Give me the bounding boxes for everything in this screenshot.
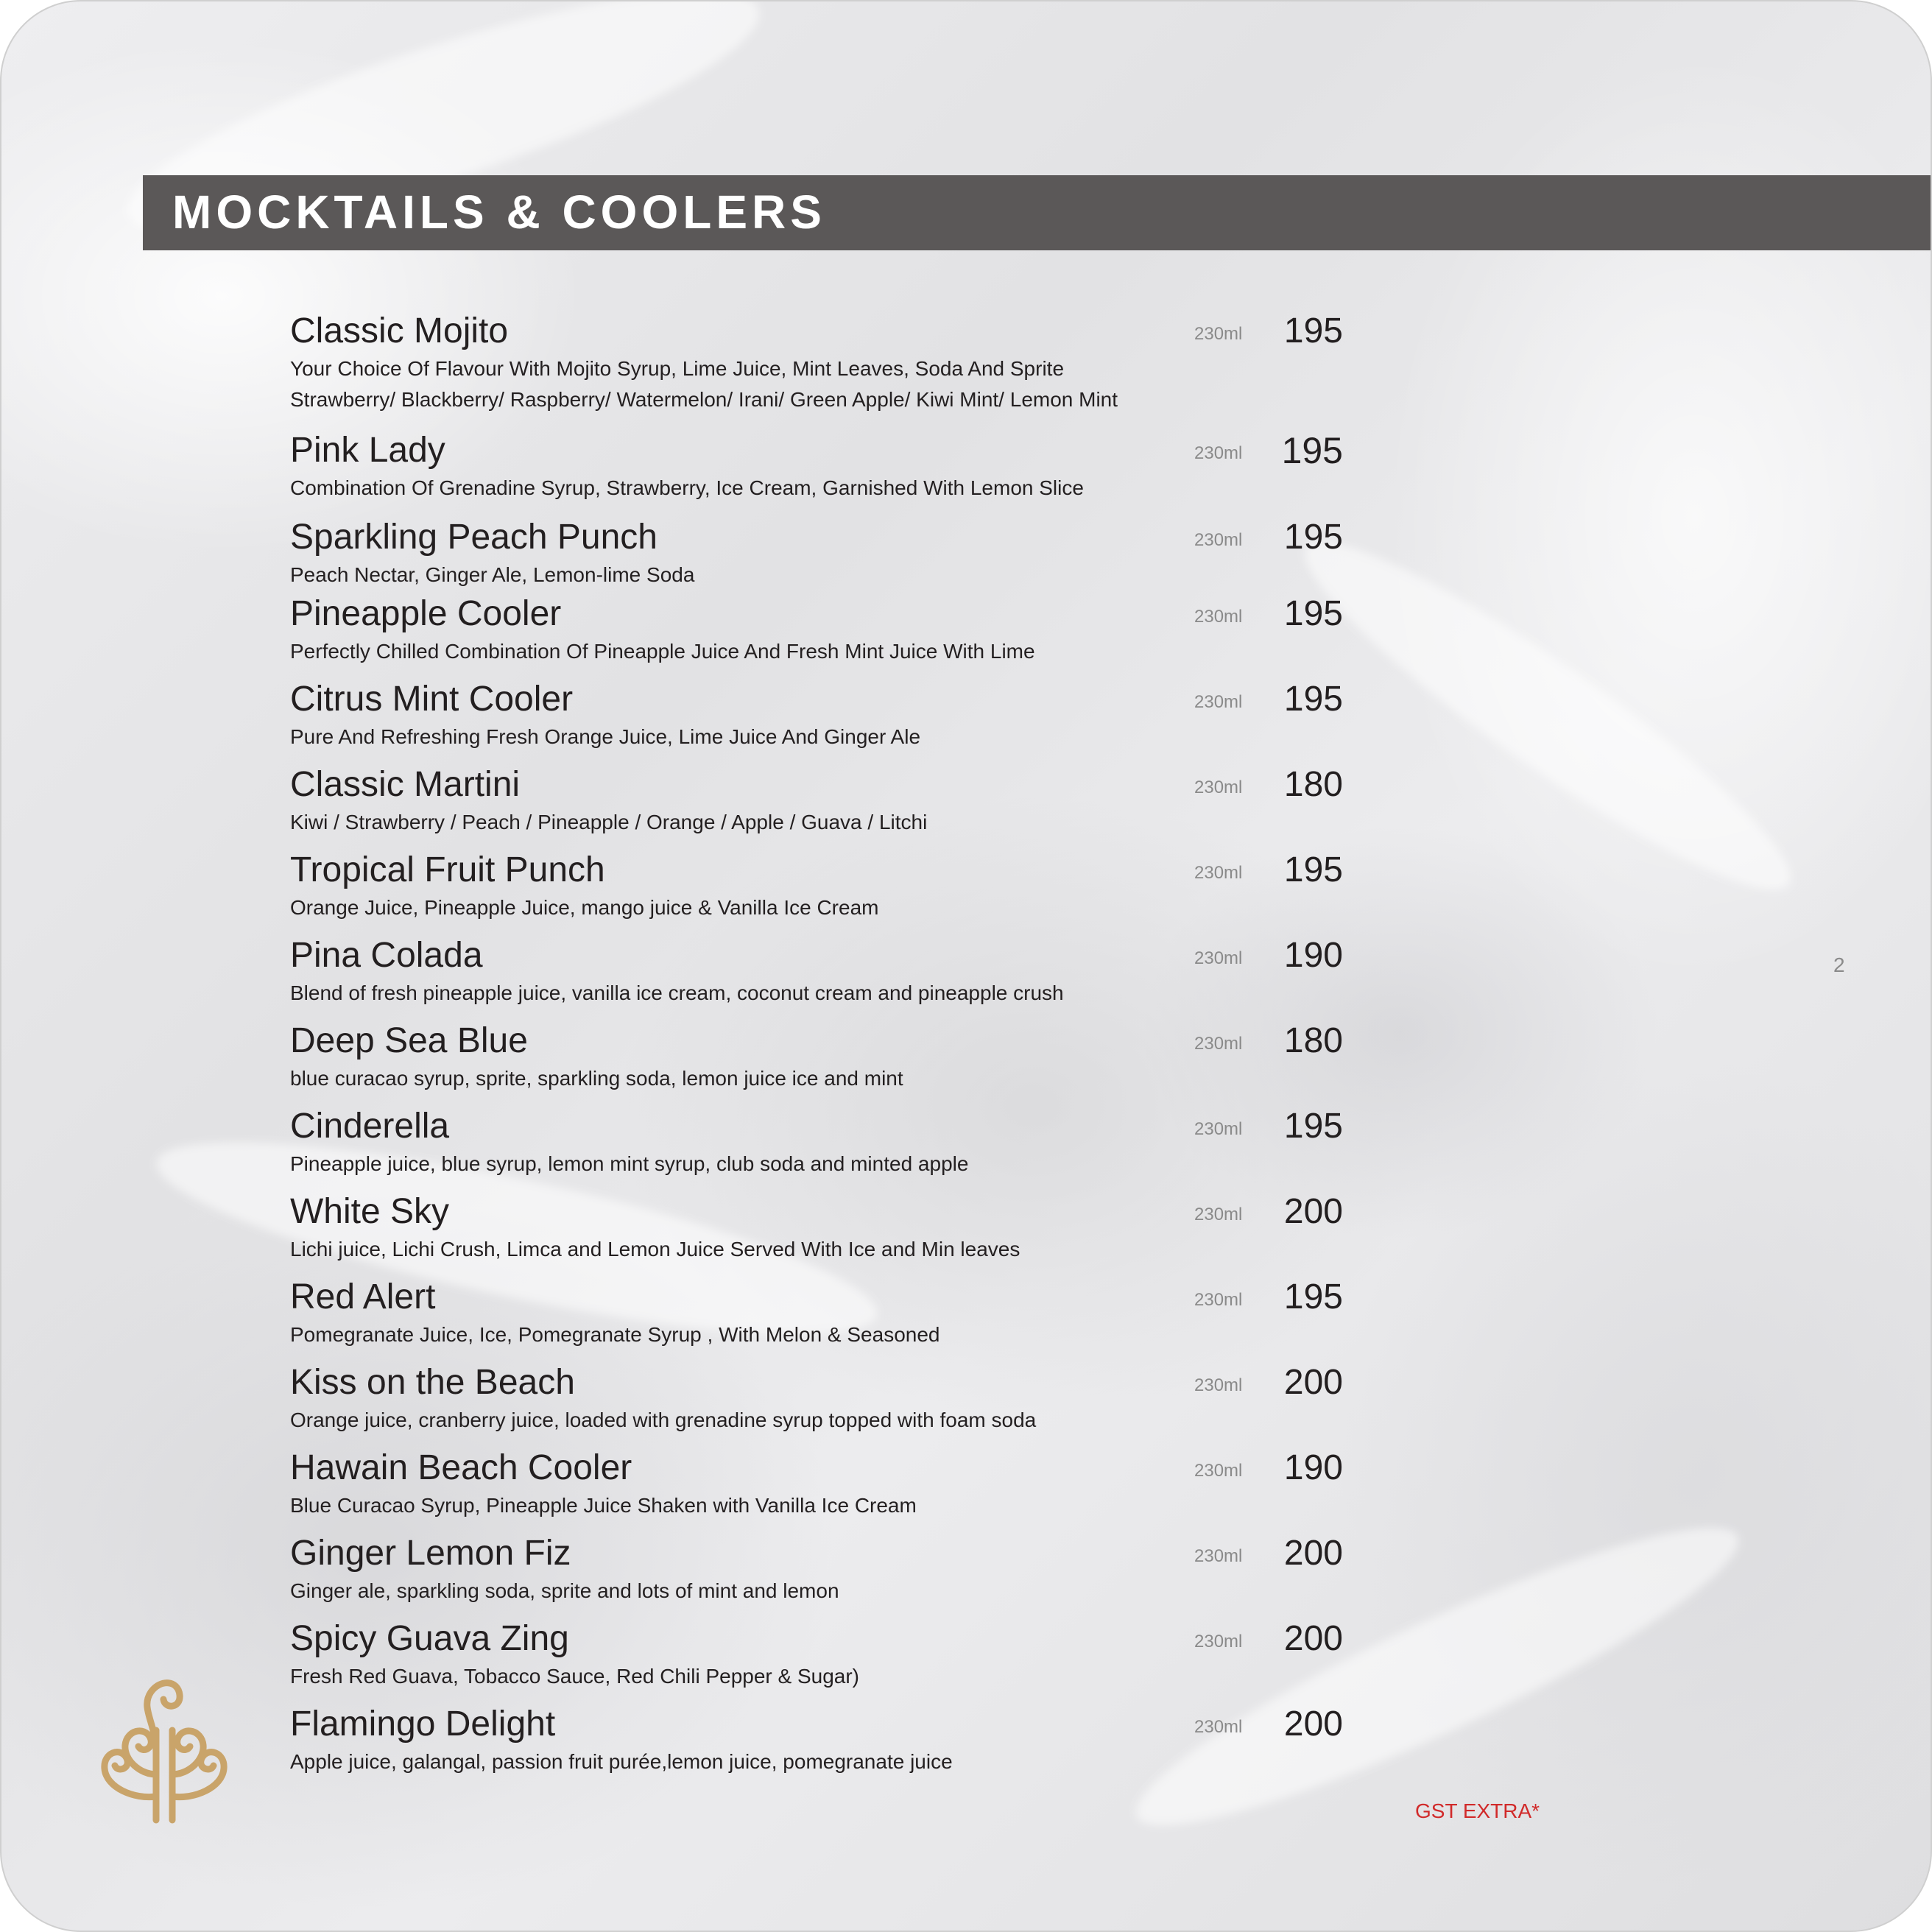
menu-item-volume: 230ml [1194,1717,1243,1737]
menu-item-name: Flamingo Delight [290,1704,556,1744]
menu-item-description: Perfectly Chilled Combination Of Pineapple Juice And Fresh Mint Juice With Lime [290,640,1035,663]
menu-item-volume: 230ml [1194,1205,1243,1224]
menu-item [290,1019,1343,1099]
menu-item-name: Hawain Beach Cooler [290,1448,632,1487]
gst-note: GST EXTRA* [1415,1799,1540,1822]
section-title: MOCKTAILS & COOLERS [172,186,826,239]
menu-item-price: 190 [1283,1448,1343,1487]
menu-item-name: Red Alert [290,1277,436,1316]
menu-item-price: 195 [1283,518,1343,557]
menu-item-description: Lichi juice, Lichi Crush, Limca and Lemon Juice Served With Ice and Min leaves [290,1238,1020,1261]
menu-item-description: Your Choice Of Flavour With Mojito Syrup, Lime Juice, Mint Leaves, Soda And Sprite [290,357,1065,380]
menu-item-price: 200 [1283,1192,1343,1231]
menu-item [290,429,1343,508]
menu-item-price: 180 [1283,765,1343,804]
menu-item-description: Pure And Refreshing Fresh Orange Juice, Lime Juice And Ginger Ale [290,725,921,748]
menu-item-volume: 230ml [1194,692,1243,712]
menu-item [290,515,1343,595]
menu-item-name: White Sky [290,1192,450,1231]
menu-item-description-options: Strawberry/ Blackberry/ Raspberry/ Watermelon/ Irani/ Green Apple/ Kiwi Mint/ Lemon Mint [290,388,1118,411]
menu-item-name: Tropical Fruit Punch [290,850,605,889]
menu-item-description: Blue Curacao Syrup, Pineapple Juice Shaken with Vanilla Ice Cream [290,1494,917,1517]
menu-item-description: Pineapple juice, blue syrup, lemon mint syrup, club soda and minted apple [290,1152,969,1175]
menu-item [290,592,1343,671]
menu-item [290,677,1343,757]
menu-item-name: Ginger Lemon Fiz [290,1534,571,1573]
section-header-bar [143,175,1932,250]
menu-item-volume: 230ml [1194,1546,1243,1566]
menu-item-name: Deep Sea Blue [290,1021,528,1060]
menu-item-volume: 230ml [1194,443,1243,463]
menu-item-description: Pomegranate Juice, Ice, Pomegranate Syrup , With Melon & Seasoned [290,1323,940,1346]
menu-item [290,1275,1343,1355]
menu-item-price: 195 [1283,311,1343,350]
menu-item [290,309,1343,420]
menu-item-price: 200 [1283,1534,1343,1573]
menu-item-price: 200 [1283,1619,1343,1658]
menu-item-price: 195 [1283,1277,1343,1316]
menu-item-volume: 230ml [1194,1632,1243,1651]
menu-item-name: Spicy Guava Zing [290,1619,569,1658]
menu-item [290,1531,1343,1611]
menu-item-price: 195 [1283,680,1343,719]
menu-item [290,1617,1343,1696]
menu-item [290,1104,1343,1184]
menu-item-name: Kiss on the Beach [290,1363,575,1402]
menu-item-description: Apple juice, galangal, passion fruit purée,lemon juice, pomegranate juice [290,1750,953,1773]
menu-item-name: Citrus Mint Cooler [290,680,574,719]
marble-vein [1277,504,1819,927]
menu-item-price: 195 [1283,1107,1343,1146]
menu-item-price: 190 [1283,936,1343,975]
menu-item-volume: 230ml [1194,1034,1243,1054]
menu-item-price: 195 [1281,430,1343,471]
menu-item-price: 180 [1283,1021,1343,1060]
page-number: 2 [1833,953,1845,976]
menu-item-description: Combination Of Grenadine Syrup, Strawberry, Ice Cream, Garnished With Lemon Slice [290,476,1084,499]
menu-item-volume: 230ml [1194,324,1243,344]
menu-item-price: 200 [1283,1704,1343,1744]
menu-item [290,1446,1343,1526]
menu-item-name: Pink Lady [290,431,445,470]
menu-item-volume: 230ml [1194,1461,1243,1481]
menu-item-description: Ginger ale, sparkling soda, sprite and lots of mint and lemon [290,1579,839,1602]
menu-item-description: Kiwi / Strawberry / Peach / Pineapple / Orange / Apple / Guava / Litchi [290,811,928,833]
menu-item-description: Blend of fresh pineapple juice, vanilla ice cream, coconut cream and pineapple crush [290,981,1064,1004]
menu-item-name: Pineapple Cooler [290,594,562,633]
menu-item-name: Classic Mojito [290,311,509,350]
menu-item-name: Cinderella [290,1107,450,1146]
menu-item-description: blue curacao syrup, sprite, sparkling soda, lemon juice ice and mint [290,1067,903,1090]
menu-item-price: 195 [1283,594,1343,633]
menu-item-volume: 230ml [1194,1290,1243,1310]
menu-item [290,934,1343,1013]
menu-item-description: Peach Nectar, Ginger Ale, Lemon-lime Soda [290,563,695,586]
menu-item [290,848,1343,928]
menu-item-volume: 230ml [1194,863,1243,883]
menu-item-name: Pina Colada [290,936,483,975]
menu-item-volume: 230ml [1194,778,1243,797]
menu-item-volume: 230ml [1194,530,1243,550]
menu-item [290,1702,1343,1782]
menu-item [290,1190,1343,1269]
menu-item-description: Orange juice, cranberry juice, loaded with grenadine syrup topped with foam soda [290,1409,1037,1431]
menu-item-volume: 230ml [1194,1119,1243,1139]
menu-item-name: Sparkling Peach Punch [290,518,657,557]
menu-item-volume: 230ml [1194,948,1243,968]
menu-item [290,763,1343,842]
menu-item-name: Classic Martini [290,765,521,804]
menu-item-price: 200 [1283,1363,1343,1402]
menu-item-description: Fresh Red Guava, Tobacco Sauce, Red Chili Pepper & Sugar) [290,1665,860,1688]
tree-swirl-logo-icon [96,1664,233,1825]
menu-item [290,1361,1343,1440]
menu-item-volume: 230ml [1194,1375,1243,1395]
menu-item-volume: 230ml [1194,607,1243,627]
menu-item-price: 195 [1283,850,1343,889]
menu-item-description: Orange Juice, Pineapple Juice, mango juice & Vanilla Ice Cream [290,896,879,919]
